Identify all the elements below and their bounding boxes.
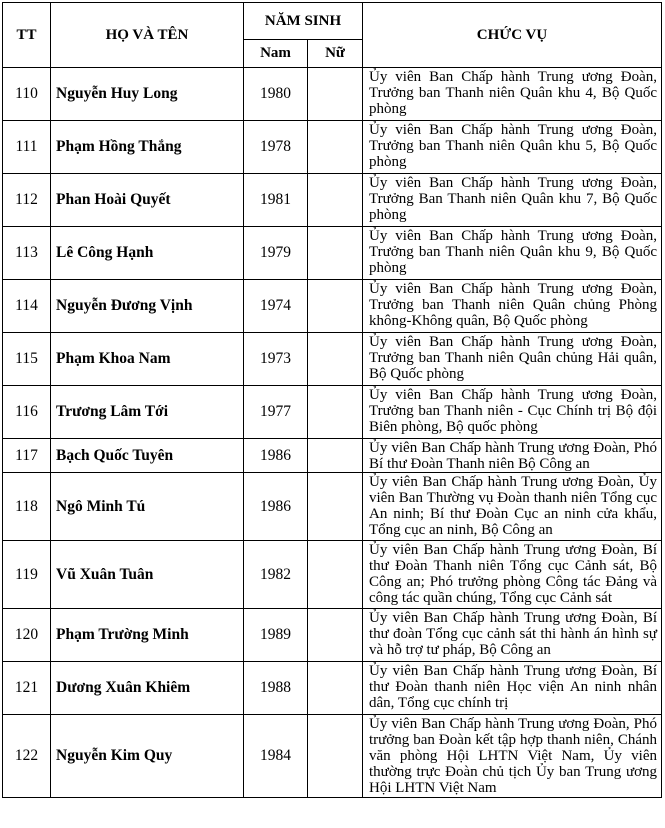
- member-name: Ngô Minh Tú: [51, 473, 244, 541]
- table-row: [3, 715, 662, 798]
- table-row: [3, 68, 662, 121]
- table-row: [3, 121, 662, 174]
- birth-year-female: [308, 68, 363, 121]
- birth-year-male: 1973: [244, 333, 308, 386]
- birth-year-female: [308, 386, 363, 439]
- birth-year-male: 1974: [244, 280, 308, 333]
- member-position: Ủy viên Ban Chấp hành Trung ương Đoàn, Bí thư đoàn Tổng cục cảnh sát thi hành án hình sự và hỗ trợ tư pháp, Bộ Công an: [363, 609, 662, 662]
- member-name: Nguyễn Huy Long: [51, 68, 244, 121]
- table-body: [3, 68, 662, 798]
- member-name: Phan Hoài Quyết: [51, 174, 244, 227]
- birth-year-male: 1980: [244, 68, 308, 121]
- member-name: Trương Lâm Tới: [51, 386, 244, 439]
- birth-year-male: 1979: [244, 227, 308, 280]
- table-row: [3, 609, 662, 662]
- row-number: 117: [3, 439, 51, 473]
- row-number: 122: [3, 715, 51, 798]
- birth-year-female: [308, 333, 363, 386]
- member-position: Ủy viên Ban Chấp hành Trung ương Đoàn, Trưởng ban Thanh niên Quân chủng Hải quân, Bộ Quốc phòng: [363, 333, 662, 386]
- member-position: Ủy viên Ban Chấp hành Trung ương Đoàn, Trưởng ban Thanh niên Quân chủng Phòng không-Không quân, Bộ Quốc phòng: [363, 280, 662, 333]
- row-number: 121: [3, 662, 51, 715]
- row-number: 120: [3, 609, 51, 662]
- member-position: Ủy viên Ban Chấp hành Trung ương Đoàn, Phó Bí thư Đoàn Thanh niên Bộ Công an: [363, 439, 662, 473]
- header-birth-year: NĂM SINH: [244, 3, 363, 40]
- birth-year-male: 1989: [244, 609, 308, 662]
- table-row: [3, 280, 662, 333]
- header-tt: TT: [3, 3, 51, 68]
- table-row: [3, 386, 662, 439]
- header-position: CHỨC VỤ: [363, 3, 662, 68]
- birth-year-female: [308, 715, 363, 798]
- member-position: Ủy viên Ban Chấp hành Trung ương Đoàn, Trưởng ban Thanh niên Quân khu 5, Bộ Quốc phòng: [363, 121, 662, 174]
- birth-year-female: [308, 541, 363, 609]
- table-row: [3, 174, 662, 227]
- birth-year-male: 1984: [244, 715, 308, 798]
- birth-year-female: [308, 439, 363, 473]
- header-female: Nữ: [308, 40, 363, 68]
- row-number: 113: [3, 227, 51, 280]
- table-row: [3, 662, 662, 715]
- birth-year-female: [308, 174, 363, 227]
- member-name: Dương Xuân Khiêm: [51, 662, 244, 715]
- member-position: Ủy viên Ban Chấp hành Trung ương Đoàn, Bí thư Đoàn thanh niên Học viện An ninh nhân dân, Tổng cục chính trị: [363, 662, 662, 715]
- header-male: Nam: [244, 40, 308, 68]
- row-number: 112: [3, 174, 51, 227]
- member-position: Ủy viên Ban Chấp hành Trung ương Đoàn, Trưởng ban Thanh niên Quân khu 4, Bộ Quốc phòng: [363, 68, 662, 121]
- table-row: [3, 473, 662, 541]
- member-position: Ủy viên Ban Chấp hành Trung ương Đoàn, Trưởng Ban Thanh niên Quân khu 7, Bộ Quốc phòng: [363, 174, 662, 227]
- table-header: [3, 3, 662, 68]
- member-name: Nguyễn Kim Quy: [51, 715, 244, 798]
- member-name: Bạch Quốc Tuyên: [51, 439, 244, 473]
- birth-year-female: [308, 227, 363, 280]
- member-table: [2, 2, 662, 798]
- row-number: 118: [3, 473, 51, 541]
- member-position: Ủy viên Ban Chấp hành Trung ương Đoàn, Trưởng ban Thanh niên - Cục Chính trị Bộ đội Biên phòng, Bộ quốc phòng: [363, 386, 662, 439]
- birth-year-female: [308, 609, 363, 662]
- header-name: HỌ VÀ TÊN: [51, 3, 244, 68]
- member-position: Ủy viên Ban Chấp hành Trung ương Đoàn, Trưởng ban Thanh niên Quân khu 9, Bộ Quốc phòng: [363, 227, 662, 280]
- row-number: 116: [3, 386, 51, 439]
- birth-year-male: 1988: [244, 662, 308, 715]
- birth-year-male: 1981: [244, 174, 308, 227]
- birth-year-female: [308, 662, 363, 715]
- row-number: 115: [3, 333, 51, 386]
- member-name: Nguyễn Đương Vịnh: [51, 280, 244, 333]
- birth-year-female: [308, 121, 363, 174]
- row-number: 114: [3, 280, 51, 333]
- row-number: 119: [3, 541, 51, 609]
- member-list-document: [2, 2, 662, 798]
- birth-year-male: 1978: [244, 121, 308, 174]
- birth-year-male: 1982: [244, 541, 308, 609]
- birth-year-male: 1986: [244, 439, 308, 473]
- row-number: 110: [3, 68, 51, 121]
- birth-year-female: [308, 280, 363, 333]
- table-row: [3, 227, 662, 280]
- member-name: Lê Công Hạnh: [51, 227, 244, 280]
- table-row: [3, 541, 662, 609]
- member-name: Phạm Trường Minh: [51, 609, 244, 662]
- member-name: Vũ Xuân Tuân: [51, 541, 244, 609]
- birth-year-male: 1986: [244, 473, 308, 541]
- table-row: [3, 333, 662, 386]
- member-name: Phạm Khoa Nam: [51, 333, 244, 386]
- member-position: Ủy viên Ban Chấp hành Trung ương Đoàn, Ủy viên Ban Thường vụ Đoàn thanh niên Tổng cục An ninh; Bí thư Đoàn Cục an ninh cửa khẩu, Tổng cục an ninh, Bộ Công an: [363, 473, 662, 541]
- member-position: Ủy viên Ban Chấp hành Trung ương Đoàn, Bí thư Đoàn Thanh niên Tổng cục Cảnh sát, Bộ Công an; Phó trưởng phòng Công tác Đảng và công tác quần chúng, Tổng cục Cảnh sát: [363, 541, 662, 609]
- table-row: [3, 439, 662, 473]
- birth-year-female: [308, 473, 363, 541]
- birth-year-male: 1977: [244, 386, 308, 439]
- member-name: Phạm Hồng Thắng: [51, 121, 244, 174]
- member-position: Ủy viên Ban Chấp hành Trung ương Đoàn, Phó trưởng ban Đoàn kết tập hợp thanh niên, Chánh văn phòng Hội LHTN Việt Nam, Ủy viên thường trực Đoàn chủ tịch Ủy ban Trung ương Hội LHTN Việt Nam: [363, 715, 662, 798]
- row-number: 111: [3, 121, 51, 174]
